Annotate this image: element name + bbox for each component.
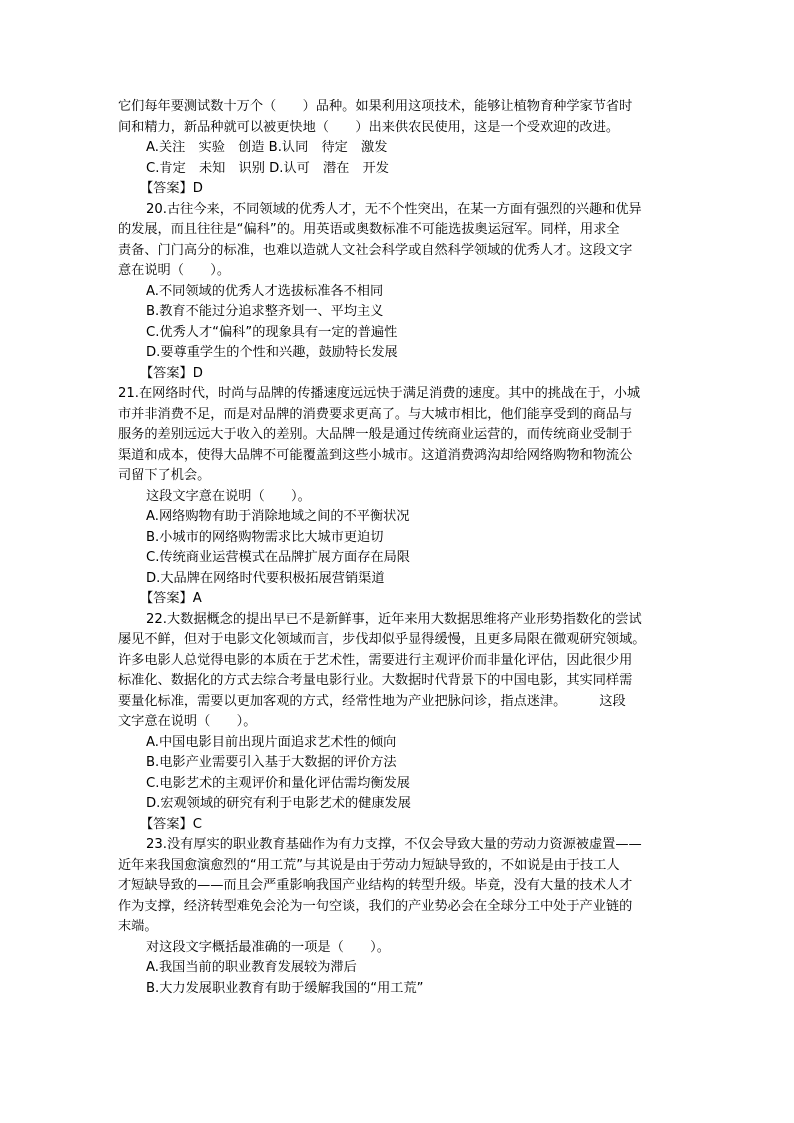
question-prompt: 对这段文字概括最准确的一项是（ ）。 bbox=[146, 939, 390, 955]
document-page bbox=[118, 97, 678, 999]
question-stem-line: 标准化、数据化的方式去综合考量电影行业。大数据时代背景下的中国电影，其实同样需 bbox=[118, 673, 633, 688]
option-line: C.肯定 未知 识别 D.认可 潜在 开发 bbox=[146, 160, 389, 176]
question-23 bbox=[118, 835, 678, 999]
question-stem-line: 22.大数据概念的提出早已不是新鲜事，近年来用大数据思维将产业形势指数化的尝试 bbox=[146, 611, 642, 627]
question-21 bbox=[118, 384, 678, 610]
question-stem-line: 司留下了机会。 bbox=[118, 468, 211, 483]
option-line: A.关注 实验 创造 B.认同 待定 激发 bbox=[146, 140, 388, 155]
question-stem-line: 责备、门门高分的标准，也难以造就人文社会科学或自然科学领域的优秀人才。这段文字 bbox=[118, 242, 633, 258]
option-c: C.电影艺术的主观评价和量化评估需均衡发展 bbox=[146, 775, 410, 791]
question-stem-line: 要量化标准，需要以更加客观的方式，经常性地为产业把脉问诊，指点迷津。 这段 bbox=[118, 693, 626, 709]
option-a: A.我国当前的职业教育发展较为滞后 bbox=[146, 960, 357, 975]
question-stem-line: 意在说明（ ）。 bbox=[118, 263, 231, 278]
option-a: A.中国电影目前出现片面追求艺术性的倾向 bbox=[146, 734, 397, 750]
question-stem-line: 的发展，而且往往是“偏科”的。用英语或奥数标准不可能选拔奥运冠军。同样，用求全 bbox=[118, 222, 620, 237]
answer-label: 【答案】D bbox=[140, 181, 203, 196]
question-stem-line: 作为支撑，经济转型难免会沦为一句空谈，我们的产业势必会在全球分工中处于产业链的 bbox=[118, 898, 633, 914]
question-stem-line: 屡见不鲜，但对于电影文化领域而言，步伐却似乎显得缓慢，且更多局限在微观研究领域。 bbox=[118, 632, 646, 647]
option-c: C.传统商业运营模式在品牌扩展方面存在局限 bbox=[146, 550, 410, 565]
question-stem-line: 23.没有厚实的职业教育基础作为有力支撑，不仅会导致大量的劳动力资源被虚置—— bbox=[146, 837, 642, 852]
question-20 bbox=[118, 200, 678, 385]
question-stem-line: 末端。 bbox=[118, 919, 158, 934]
option-a: A.网络购物有助于消除地域之间的不平衡状况 bbox=[146, 509, 410, 524]
question-prompt: 这段文字意在说明（ ）。 bbox=[146, 488, 311, 504]
option-b: B.小城市的网络购物需求比大城市更迫切 bbox=[146, 529, 384, 545]
option-b: B.大力发展职业教育有助于缓解我国的“用工荒” bbox=[146, 980, 424, 996]
option-d: D.宏观领域的研究有利于电影艺术的健康发展 bbox=[146, 796, 411, 811]
answer-label: 【答案】C bbox=[140, 816, 202, 832]
question-stem-line: 21.在网络时代，时尚与品牌的传播速度远远快于满足消费的速度。其中的挑战在于，小城 bbox=[118, 386, 641, 401]
question-stem-line: 间和精力，新品种就可以被更快地（ ）出来供农民使用，这是一个受欢迎的改进。 bbox=[118, 119, 620, 135]
question-stem-line: 服务的差别远远大于收入的差别。大品牌一般是通过传统商业运营的，而传统商业受制于 bbox=[118, 427, 633, 442]
option-a: A.不同领域的优秀人才选拔标准各不相同 bbox=[146, 283, 384, 299]
option-c: C.优秀人才“偏科”的现象具有一定的普遍性 bbox=[146, 324, 398, 340]
option-d: D.大品牌在网络时代要积极拓展营销渠道 bbox=[146, 570, 385, 586]
option-d: D.要尊重学生的个性和兴趣，鼓励特长发展 bbox=[146, 345, 398, 360]
answer-label: 【答案】D bbox=[140, 365, 203, 381]
question-stem-line: 文字意在说明（ ）。 bbox=[118, 714, 257, 729]
question-22 bbox=[118, 610, 678, 836]
question-stem-line: 渠道和成本，使得大品牌不可能覆盖到这些小城市。这道消费鸿沟却给网络购物和物流公 bbox=[118, 447, 633, 463]
answer-label: 【答案】A bbox=[140, 591, 202, 606]
question-stem-line: 近年来我国愈演愈烈的“用工荒”与其说是由于劳动力短缺导致的，不如说是由于技工人 bbox=[118, 857, 620, 873]
question-19 bbox=[118, 97, 678, 200]
question-stem-line: 许多电影人总觉得电影的本质在于艺术性，需要进行主观评价而非量化评估，因此很少用 bbox=[118, 652, 633, 668]
question-stem-line: 20.古往今来，不同领域的优秀人才，无不个性突出，在某一方面有强烈的兴趣和优异 bbox=[146, 201, 642, 217]
question-stem-line: 它们每年要测试数十万个（ ）品种。如果利用这项技术，能够让植物育种学家节省时 bbox=[118, 99, 633, 114]
option-b: B.电影产业需要引入基于大数据的评价方法 bbox=[146, 755, 397, 770]
question-stem-line: 才短缺导致的——而且会严重影响我国产业结构的转型升级。毕竟，没有大量的技术人才 bbox=[118, 878, 633, 893]
question-stem-line: 市并非消费不足，而是对品牌的消费要求更高了。与大城市相比，他们能享受到的商品与 bbox=[118, 406, 633, 422]
option-b: B.教育不能过分追求整齐划一、平均主义 bbox=[146, 304, 384, 319]
